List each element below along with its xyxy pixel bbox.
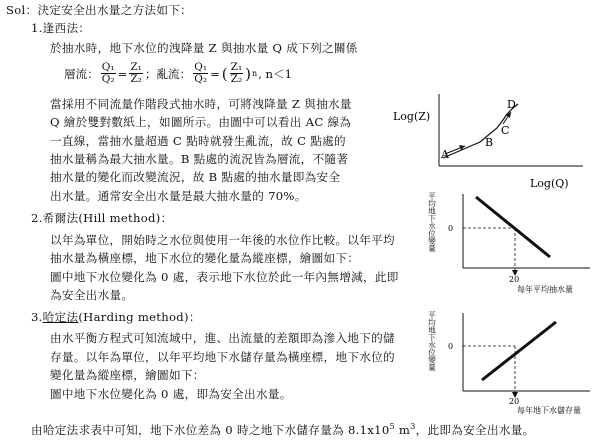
chart3-trend-line <box>482 322 556 380</box>
chart1-ylabel: Log(Z) <box>393 110 431 123</box>
frac-q-laminar: $\frac{\text{Q₁}}{\text{Q₂}}$ <box>101 61 115 85</box>
chart2-trend-line <box>476 197 550 257</box>
method3-title: 3.哈定法(Harding method)： <box>31 310 201 324</box>
hill-method-chart <box>420 188 598 296</box>
chart3-xtick-twenty: 20 <box>509 397 520 406</box>
chart2-xtick-twenty: 20 <box>509 275 520 284</box>
method1-line: 一直線，當抽水量超過 C 點時就發生亂流，故 C 點處的 <box>50 134 346 148</box>
chart1-xlabel: Log(Q) <box>530 177 569 190</box>
turbulent-label: ；亂流： <box>144 66 192 81</box>
condition: , n＜1 <box>258 66 292 81</box>
harding-underlined: 哈定法 <box>42 310 79 324</box>
chart3-xlabel: 每年地下水儲存量 <box>517 406 581 415</box>
chart3-ytick-zero: 0 <box>448 342 454 351</box>
chart2-xlabel: 每年平均抽水量 <box>517 285 573 294</box>
method2-line: 圖中地下水位變化為 0 處，表示地下水位於此一年內無增減，此即 <box>50 270 399 284</box>
chart2-ylabel: 平均地下水位變量 <box>427 192 437 252</box>
conclusion: 由哈定法求表中可知，地下水位差為 0 時之地下水儲存量為 $8.1x10^5$ $m^3$，此即為安全出水量。 <box>31 422 535 437</box>
method1-line: 抽水量的變化而改變流況，故 B 點處的抽水量即為安全 <box>50 170 341 184</box>
method3-line: 圖中地下水位變化為 0 處，即為安全出水量。 <box>50 387 292 401</box>
laminar-label: 層流： <box>64 66 99 81</box>
chart3-ylabel: 平均地下水位變量 <box>427 311 437 371</box>
method2-line: 抽水量為橫座標，地下水位的變化量為縱座標，繪圖如下： <box>50 251 360 265</box>
chart1-point-d: D <box>507 98 516 111</box>
frac-q-turbulent: $\frac{\text{Q₁}}{\text{Q₂}}$ <box>194 61 208 85</box>
chart1-point-b: B <box>485 136 494 149</box>
method1-line: 當採用不同流量作階段式抽水時，可將洩降量 Z 與抽水量 <box>50 97 352 111</box>
logq-logz-chart <box>385 84 597 194</box>
method1-line: 出水量。通常安全出水量是最大抽水量的 70%。 <box>50 189 307 203</box>
chart1-curve <box>443 120 503 158</box>
harding-method-chart <box>420 307 598 417</box>
method1-line: Q 繪於雙對數紙上，如圖所示。由圖中可以看出 AC 線為 <box>50 115 352 129</box>
method1-formula: 層流： $\frac{\text{Q₁}}{\text{Q₂}}$ = $\frac{\text{Z₁}}{\text{Z₂}}$ ；亂流： $\frac{\text{Q₁}}{\text{Q₂}}$ = ( $\frac{\text{Z₁}}{\text{Z₂}}$ ) n , n＜1 <box>64 61 292 85</box>
heading <box>6 3 192 18</box>
chart1-point-a: A <box>441 148 449 161</box>
method3-line: 由水平衡方程式可知流域中，進、出流量的差額即為滲入地下的儲 <box>50 331 395 345</box>
sol-label: Sol： <box>6 3 38 17</box>
heading-title: 決定安全出水量之方法如下： <box>37 3 193 17</box>
method2-line: 以年為單位，開始時之水位與使用一年後的水位作比較。以年平均 <box>50 233 395 247</box>
method2-title: 2.希爾法(Hill method)： <box>31 211 173 225</box>
method2-line: 為安全出水量。 <box>50 288 134 302</box>
method3-line: 變化量為縱座標，繪圖如下： <box>50 368 205 382</box>
frac-z-laminar: $\frac{\text{Z₁}}{\text{Z₂}}$ <box>130 61 142 85</box>
frac-z-turbulent: $\frac{\text{Z₁}}{\text{Z₂}}$ <box>230 61 243 85</box>
method1-intro: 於抽水時，地下水位的洩降量 Z 與抽水量 Q 成下列之關係 <box>50 41 358 55</box>
method3-line: 存量。以年為單位，以年平均地下水儲存量為橫座標，地下水位的 <box>50 350 395 364</box>
chart1-point-c: C <box>501 124 510 137</box>
chart2-ytick-zero: 0 <box>448 224 454 233</box>
method1-title: 1.逢西法： <box>31 21 91 35</box>
method1-line: 抽水量稱為最大抽水量。B 點處的流況皆為層流，不隨著 <box>50 152 349 166</box>
